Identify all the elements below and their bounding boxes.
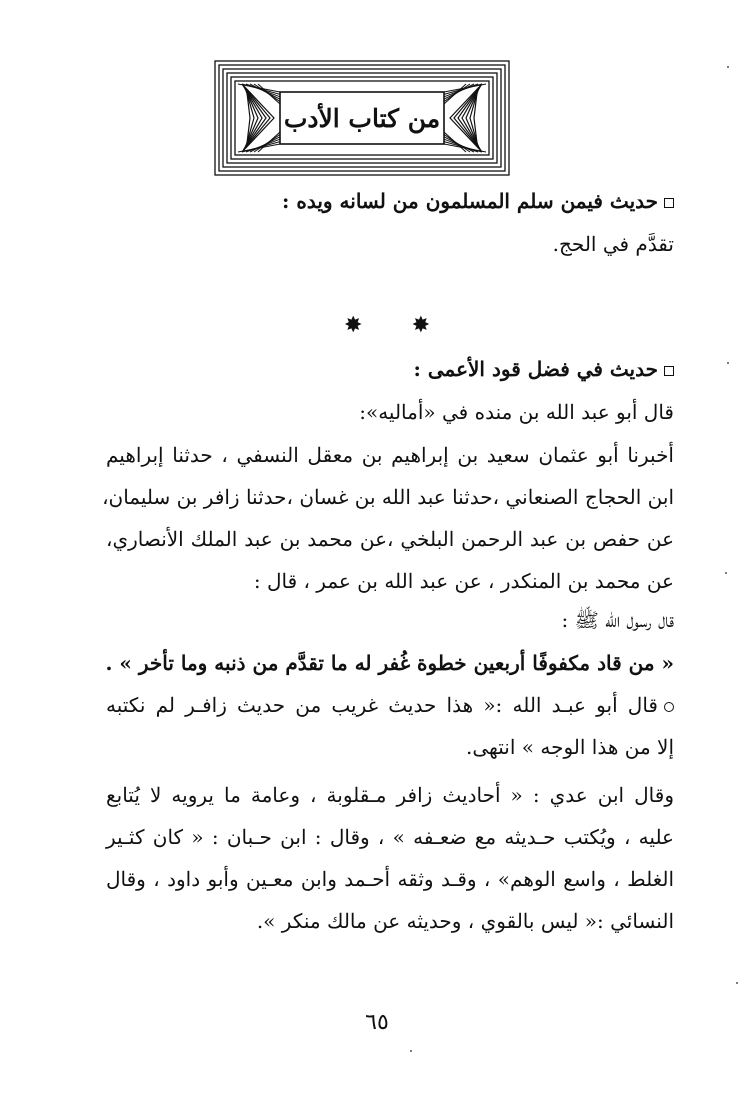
isnad-line: ابن الحجاج الصنعاني ،حدثنا عبد الله بن غسان ،حدثنا زافر بن سليمان، — [102, 485, 674, 509]
scan-speck — [736, 982, 738, 984]
circle-bullet-icon — [664, 702, 674, 712]
comment-line: إلا من هذا الوجه » انتهى. — [466, 735, 674, 759]
ibn-adi-line: الغلط ، واسع الوهم» ، وقـد وثقه أحـمد وابن معـين وأبو داود ، وقال — [106, 867, 674, 891]
square-bullet-icon — [664, 198, 674, 208]
section-text: تقدَّم في الحج. — [552, 232, 674, 256]
ibn-adi-line: عليه ، ويُكتب حـديثه مع ضعـفه » ، وقال : ابن حـبان : « كان كثـير — [106, 825, 674, 849]
section-heading: حديث فيمن سلم المسلمون من لسانه ويده : — [282, 186, 674, 216]
chapter-title-frame — [214, 60, 510, 176]
ibn-adi-line: وقال ابن عدي : « أحاديث زافر مـقلوبة ، وعامة ما يرويه لا يُتابع — [106, 783, 674, 807]
prophet-line: قال رسول الله ﷺ : — [561, 608, 674, 632]
page-number: ٦٥ — [365, 1010, 389, 1035]
star-icon: ✸ — [411, 313, 430, 338]
comment-line: قال أبو عبـد الله :« هذا حديث غريب من حديث زافـر لم نكتبه — [106, 690, 674, 720]
scan-speck — [727, 66, 729, 68]
hadith-text: « من قاد مكفوفًا أربعين خطوة غُفر له ما تقدَّم من ذنبه وما تأخر » . — [105, 651, 674, 675]
star-icon: ✸ — [344, 313, 363, 338]
chapter-title: من كتاب الأدب — [283, 103, 441, 133]
scan-speck — [725, 572, 727, 574]
intro-line: قال أبو عبد الله بن منده في «أماليه»: — [359, 400, 674, 424]
scan-speck — [727, 362, 729, 364]
ibn-adi-line: النسائي :« ليس بالقوي ، وحديثه عن مالك منكر ». — [256, 909, 674, 933]
square-bullet-icon — [664, 366, 674, 376]
isnad-line: أخبرنا أبو عثمان سعيد بن إبراهيم بن معقل النسفي ، حدثنا إبراهيم — [106, 443, 674, 467]
scan-speck — [410, 1050, 412, 1052]
isnad-line: عن محمد بن المنكدر ، عن عبد الله بن عمر ، قال : — [253, 569, 674, 593]
section-heading: حديث في فضل قود الأعمى : — [414, 354, 674, 384]
isnad-line: عن حفص بن عبد الرحمن البلخي ،عن محمد بن عبد الملك الأنصاري، — [106, 527, 674, 551]
separator-stars — [344, 314, 430, 338]
